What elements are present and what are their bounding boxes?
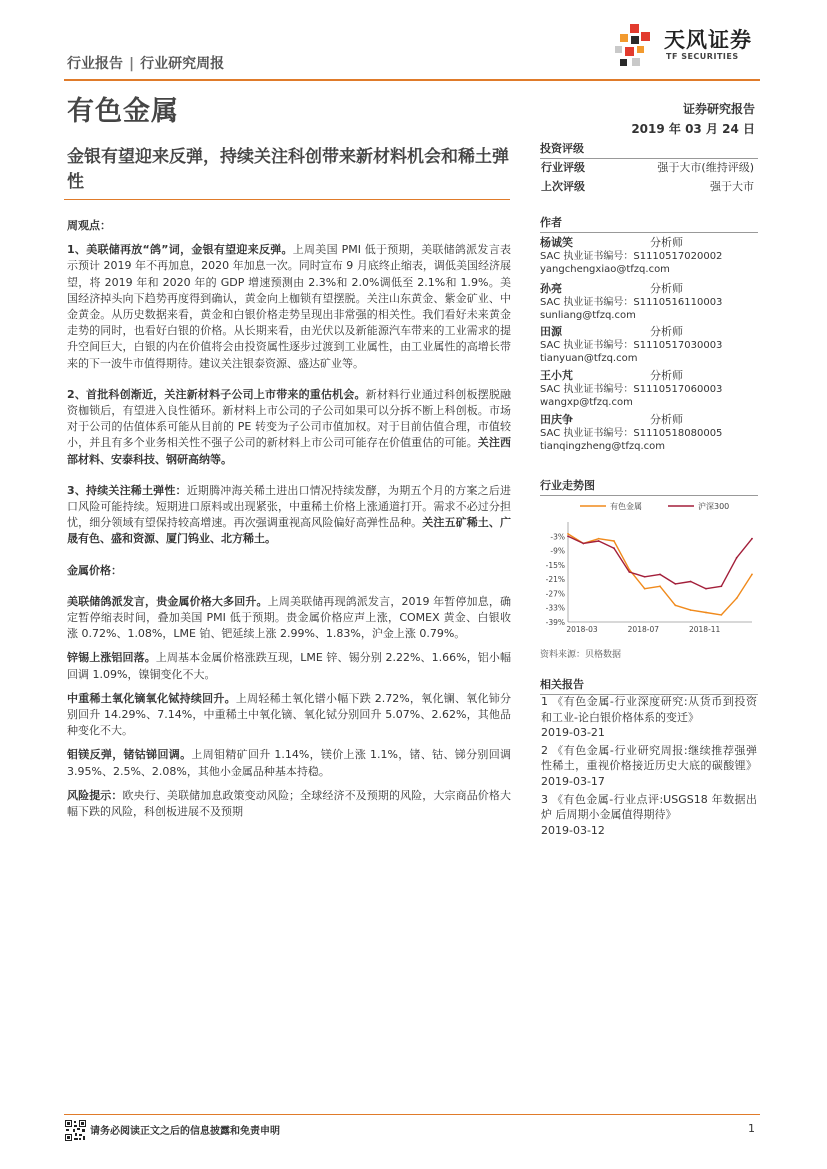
section-3-focus: 关注五矿稀土、广晟有色、盛和资源、厦门钨业、北方稀土。 [67,516,511,546]
main-content [67,218,511,820]
report-category [67,53,224,73]
analyst-cert: SAC 执业证书编号：S1110517060003 [540,383,723,395]
brand-logo [612,20,762,72]
series-1-point [674,604,676,606]
series-1-point [659,585,661,587]
analyst-role: 分析师 [650,413,683,426]
y-tick-label: -21% [545,575,565,585]
series-2-point [628,571,630,573]
y-tick-label: -33% [545,603,565,613]
analyst-name: 田庆争 [540,413,573,426]
series-1-point [705,612,707,614]
analyst-email[interactable]: yangchengxiao@tfzq.com [540,264,670,275]
y-tick-label: -27% [545,589,565,599]
section-2-focus: 关注西部材料、安泰科技、钢研高纳等。 [67,436,512,466]
trend-chart-svg [540,496,758,636]
related-report-date: 2019-03-12 [541,823,605,837]
footer-divider [64,1114,760,1115]
brand-name-en: TF SECURITIES [666,52,739,61]
section-3-text: 近期腾冲海关稀土进出口情况持续发酵，为期五个月的方案之后进口风险可能持续。短期进口原料或出现紧张，中重稀土价格上涨通道打开。需求不必过分担忧，细分领域有望保持较高增速。再次强调重视高风险偏好高弹性品种。 [67,483,512,530]
series-2-point [567,535,569,537]
metal-3-title: 中重稀土氧化镝氧化铽持续回升。 [67,691,236,705]
previous-rating-row [540,178,758,196]
section-1 [67,242,511,372]
analyst-cert: SAC 执业证书编号：S1110518080005 [540,427,723,439]
series-2-point [598,540,600,542]
analyst-role: 分析师 [650,325,683,338]
related-report-title[interactable]: 1 《有色金属-行业深度研究:从货币到投资和工业-论白银价格体系的变迁》 [541,695,757,724]
risk-text: 欧央行、美联储加息政策变动风险；全球经济不及预期的风险，大宗商品价格大幅下跌的风险，科创板进展不及预期 [67,788,512,819]
related-report-item[interactable] [541,743,757,790]
y-tick-label: -15% [545,560,565,570]
y-tick-label: -39% [545,618,565,627]
related-report-title[interactable]: 2 《有色金属-行业研究周报:继续推荐强弹性稀土，重视价格接近历史大底的碳酸锂》 [541,743,757,773]
metal-1 [67,594,511,643]
series-1-point [690,609,692,611]
industry-trend-chart [540,496,758,636]
analyst-cert: SAC 执业证书编号：S1110517030003 [540,339,723,351]
analyst-email[interactable]: wangxp@tfzq.com [540,397,633,408]
industry-rating-value: 强于大市(维持评级) [657,161,754,174]
separator: | [129,56,135,72]
header-divider [64,79,760,81]
section-2-text: 新材料行业通过科创板摆脱融资枷锁后，有望进入良性循环。新材料上市公司的子公司如果可以分拆不断上科创板。市场对于公司的估值体系可能从目前的 PE 转变为子公司市值加权。对于目前估值合理，市值较小，并且有多个业务相关性不强子公司的新材料上市公司可能存在价值重估的可能。 [67,387,512,450]
section-2-title: 2、首批科创渐近，关注新材料子公司上市带来的重估机会。 [67,387,366,401]
industry-title: 有色金属 [67,96,179,127]
report-series-label: 行业研究周报 [140,56,225,72]
weekly-view-title: 周观点： [67,219,111,232]
series-1-point [751,573,753,575]
series-1-point [598,538,600,540]
related-report-date: 2019-03-17 [541,774,605,788]
analyst-name: 杨诚笑 [540,236,573,249]
legend-label: 沪深300 [698,502,730,511]
analyst-cert: SAC 执业证书编号：S1110516110003 [540,296,723,308]
trend-heading: 行业走势图 [540,477,758,496]
x-tick-label: 2018-11 [688,625,721,634]
series-2-point [613,547,615,549]
chart-source: 资料来源：贝格数据 [540,650,622,660]
related-report-item[interactable] [541,792,757,839]
metal-price-title: 金属价格： [67,563,122,577]
risk-title: 风险提示： [67,788,123,802]
report-category-label: 行业报告 [67,56,123,72]
qr-code-icon [65,1120,86,1141]
metal-3-text: 上周轻稀土氧化镨小幅下跌 2.72%，氧化镧、氧化铈分别回升 14.29%、7.14%，中重稀土中氧化镝、氧化铽分别回升 5.07%、2.62%，其他品种变化不大。 [67,691,511,738]
related-report-item[interactable] [541,694,757,741]
series-1-point [736,597,738,599]
section-1-text: 上周美国 PMI 低于预期，美联储鸽派发言表示预计 2019 年不再加息，2020 年加息一次。同时宣布 9 月底终止缩表，调低美国经济展望，将 2019 年和 2020 年的 GDP 增速预测由 2.3%和 2.0%调低至 2.1%和 1.9%。美国经济掉头向下趋势再度得到确认，黄金向上枷锁有望摆脱。关注山东黄金、紫金矿业、中金黄金。从历史数据来看，黄金和白银价格走势呈现出非常强的相关性。我们看好未来黄金走势的同时，也看好白银的价格。从长期来看，由光伏以及新能源汽车带来的工业需求的提升空间巨大，白银的内在价值将会由投资属性逐步过渡到工业属性，由工业属性的高增长带来的下一波牛市值得期待。建议关注银泰资源、盛达矿业等。 [67,243,511,370]
analyst-role: 分析师 [650,369,683,382]
authors-heading: 作者 [540,214,758,233]
section-1-title: 1、美联储再放“鸽”词，金银有望迎来反弹。 [67,243,293,257]
analyst-email[interactable]: tianqingzheng@tfzq.com [540,441,665,452]
series-1-point [613,540,615,542]
analyst-name: 王小芃 [540,369,573,382]
disclaimer-text: 请务必阅读正文之后的信息披露和免责申明 [90,1126,280,1137]
x-tick-label: 2018-03 [566,625,598,634]
metal-2-title: 锌锡上涨铝回落。 [67,651,156,665]
related-heading: 相关报告 [540,676,758,695]
series-2-point [582,543,584,545]
metal-2 [67,650,511,682]
metal-3 [67,691,511,740]
x-tick-label: 2018-07 [627,625,660,634]
analyst-email[interactable]: sunliang@tfzq.com [540,310,636,321]
series-2-point [644,576,646,578]
analyst-card [540,369,758,410]
report-headline: 金银有望迎来反弹，持续关注科创带来新材料机会和稀土弹性 [67,147,509,192]
series-2-point [705,588,707,590]
series-2-point [736,557,738,559]
industry-rating-label: 行业评级 [541,161,585,174]
series-2-point [720,585,722,587]
headline-divider [64,199,510,200]
series-2-point [674,583,676,585]
series-2-point [751,538,753,540]
industry-rating-row [540,159,758,177]
legend-label: 有色金属 [610,502,642,511]
analyst-card [540,282,758,323]
analyst-card [540,236,758,277]
tf-logo-icon [612,22,660,70]
metal-1-title: 美联储鸽派发言，贵金属价格大多回升。 [67,594,268,608]
related-report-title[interactable]: 3 《有色金属-行业点评:USGS18 年数据出炉 后周期小金属值得期待》 [541,792,757,822]
section-3 [67,483,511,548]
analyst-role: 分析师 [650,282,683,295]
section-3-title: 3、持续关注稀土弹性： [67,483,187,497]
report-date: 2019 年 03 月 24 日 [631,122,755,136]
previous-rating-value: 强于大市 [710,180,754,193]
related-reports [541,694,757,840]
y-tick-label: -3% [550,532,565,542]
analyst-card [540,413,758,454]
metal-4-text: 上周钼精矿回升 1.14%，镁价上涨 1.1%，锗、钴、锑分别回调 3.95%、2.5%、2.08%，其他小金属品种基本持稳。 [67,748,512,778]
metal-2-text: 上周基本金属价格涨跌互现，LME 锌、锡分别 2.22%、1.66%，铝小幅回调 1.09%，镍铜变化不大。 [67,651,512,681]
analyst-card [540,325,758,366]
series-2-point [659,573,661,575]
metal-4-title: 钼镁反弹，锗钴锑回调。 [67,748,192,762]
metal-1-text: 上周美联储再现鸽派发言，2019 年暂停加息，确定暂停缩表时间，叠加美国 PMI 低于预期。贵金属价格应声上涨，COMEX 黄金、白银收涨 0.72%、1.08%，LME 铂、钯延续上涨 2.99%、1.83%，沪金上涨 0.79%。 [67,594,512,641]
analyst-name: 孙亮 [540,282,562,295]
doc-type: 证券研究报告 [682,102,755,116]
page-number: 1 [748,1122,755,1135]
series-1-point [644,588,646,590]
analyst-cert: SAC 执业证书编号：S1110517020002 [540,250,723,262]
series-2-point [690,581,692,583]
y-tick-label: -9% [550,546,565,556]
brand-name-cn: 天风证券 [664,28,752,52]
series-line-2 [568,536,752,588]
analyst-email[interactable]: tianyuan@tfzq.com [540,353,638,364]
section-2 [67,387,511,468]
series-1-point [720,614,722,616]
previous-rating-label: 上次评级 [541,180,585,193]
risk-warning [67,788,511,820]
analyst-name: 田源 [540,325,562,338]
rating-heading: 投资评级 [540,140,758,159]
metal-4 [67,747,511,779]
related-report-date: 2019-03-21 [541,726,605,740]
analyst-role: 分析师 [650,236,683,249]
series-1-point [567,533,569,535]
